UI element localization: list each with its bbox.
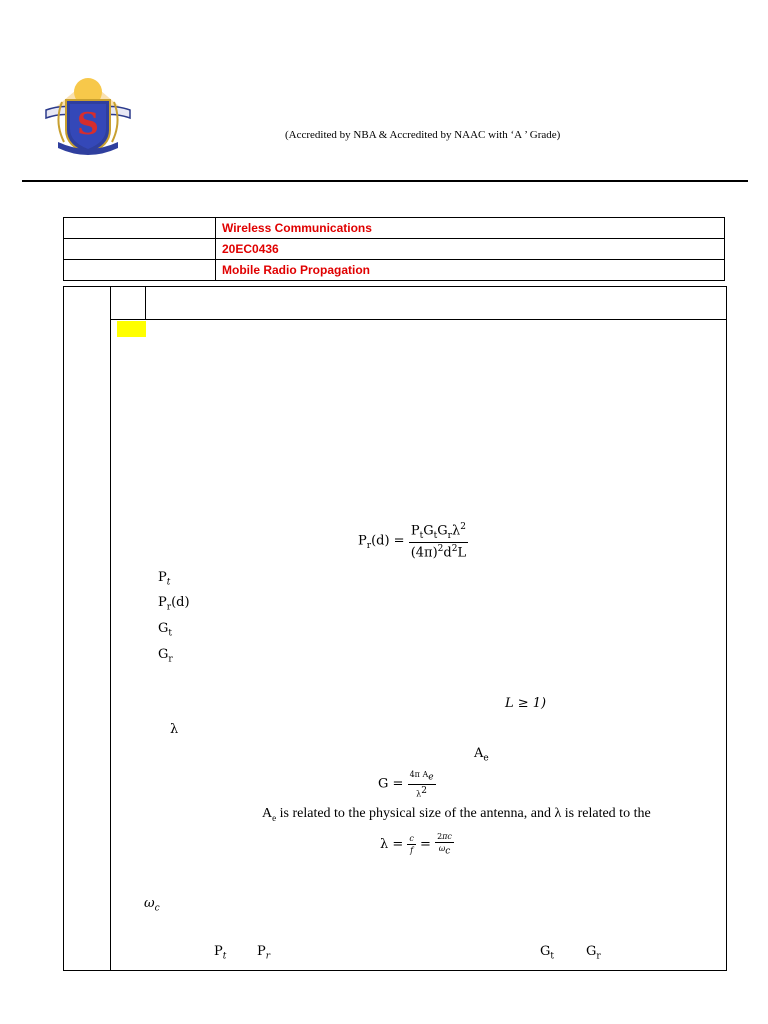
gain-equation: G = $\frac{4\pi A_e}{\lambda^2}$	[378, 770, 434, 799]
table-cell-label	[64, 218, 216, 239]
unit-title: Mobile Radio Propagation	[216, 260, 725, 281]
accreditation-line: (Accredited by NBA & Accredited by NAAC with ‘A ’ Grade)	[285, 129, 561, 141]
table-row	[64, 218, 725, 239]
course-info-table	[63, 217, 725, 281]
symbol-gr: $G_r$	[158, 647, 173, 665]
course-code: 20EC0436	[216, 239, 725, 260]
bottom-pr: $P_r$	[257, 944, 271, 962]
loss-condition: L ≥ 1)	[505, 696, 547, 711]
symbol-pt: $P_t$	[158, 570, 171, 588]
symbol-omega: $\omega_c$	[144, 896, 160, 914]
symbol-ae: $A_e$	[474, 746, 489, 764]
ae-description: $A_e$ is related to the physical size of the antenna, and λ is related to the	[262, 806, 651, 823]
college-logo	[40, 72, 136, 158]
table-row	[64, 260, 725, 281]
frame-column-divider	[110, 286, 111, 970]
symbol-lambda: λ	[170, 722, 179, 737]
wavelength-equation: λ = $\frac{c}{f}$ = $\frac{2\pi c}{\omega_c}$	[380, 832, 452, 857]
header-divider	[22, 180, 748, 182]
bottom-pt: $P_t$	[214, 944, 227, 962]
table-cell-label	[64, 260, 216, 281]
friis-equation: $P_r(d)$ = $\frac{P_tG_tG_r\lambda^2}{(4\pi)^2d^2L}$	[358, 522, 467, 561]
symbol-prd: $P_r(d)$	[158, 595, 190, 613]
bottom-gt: $G_t$	[540, 944, 555, 962]
bottom-gr: $G_r$	[586, 944, 601, 962]
highlight-mark	[117, 321, 146, 337]
frame-row-divider	[110, 319, 726, 320]
table-cell-label	[64, 239, 216, 260]
frame-column-divider	[145, 286, 146, 320]
course-name: Wireless Communications	[216, 218, 725, 239]
symbol-gt: $G_t$	[158, 621, 173, 639]
table-row	[64, 239, 725, 260]
svg-text:S: S	[77, 107, 99, 142]
